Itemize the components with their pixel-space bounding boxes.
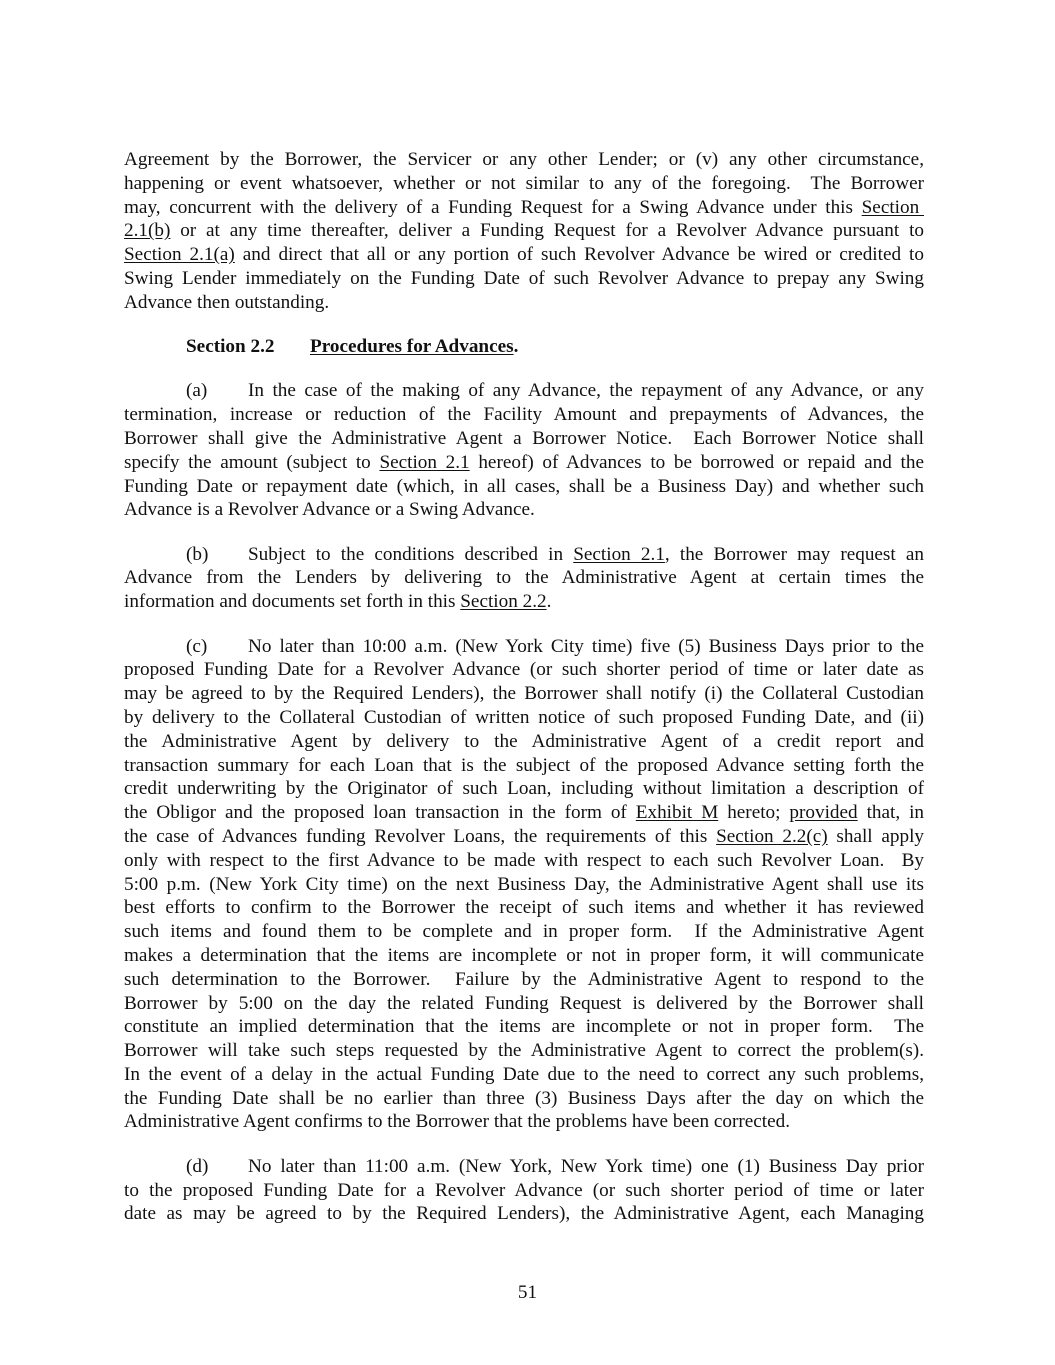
text-segment: Administrative Agent confirms to the Borrower that the problems have been corrected. (124, 1111, 791, 1133)
text-segment: may, concurrent with the delivery of a Funding Request for a Swing Advance under this (124, 196, 862, 218)
cross-reference: Section 2.1 (379, 451, 470, 473)
text-segment: the Obligor and the proposed loan transaction in the form of (124, 802, 636, 824)
text-segment: hereof) of Advances to be borrowed or repaid and the (469, 451, 924, 473)
text-line (124, 849, 924, 873)
text-line (124, 658, 924, 682)
text-line (124, 1179, 924, 1203)
text-line (124, 730, 924, 754)
section-heading (124, 335, 924, 359)
text-line (124, 635, 924, 659)
document-page (124, 148, 924, 1226)
text-line (124, 825, 924, 849)
paragraph-gap (124, 1134, 924, 1155)
text-line (124, 148, 924, 172)
paragraph-gap (124, 359, 924, 380)
text-segment: Agreement by the Borrower, the Servicer or any other Lender; or (v) any other circumstance, (124, 149, 924, 170)
text-segment: happening or event whatsoever, whether or not similar to any of the foregoing. The Borrower (124, 172, 924, 194)
page-number: 51 (517, 1282, 538, 1303)
text-segment: Advance is a Revolver Advance or a Swing Advance. (124, 499, 535, 521)
text-segment: Borrower shall give the Administrative Agent a Borrower Notice. Each Borrower Notice shall (124, 427, 924, 449)
text-segment: the Funding Date shall be no earlier than three (3) Business Days after the day on which the (124, 1087, 924, 1109)
subsection-a (124, 379, 924, 522)
text-line (124, 291, 924, 315)
text-segment: and direct that all or any portion of such Revolver Advance be wired or credited to (234, 244, 924, 266)
text-segment: Advance then outstanding. (124, 291, 330, 313)
text-segment: by delivery to the Collateral Custodian of written notice of such proposed Funding Date, and (ii) (124, 706, 924, 728)
text-line (124, 590, 924, 614)
cross-reference: Section 2.1 (573, 543, 665, 565)
text-segment: No later than 11:00 a.m. (New York, New York time) one (1) Business Day prior (248, 1155, 924, 1177)
text-line (124, 219, 924, 243)
paragraph-gap (124, 614, 924, 635)
text-line (124, 543, 924, 567)
text-line (124, 196, 924, 220)
text-segment: shall apply (827, 825, 924, 847)
text-segment: makes a determination that the items are incomplete or not in proper form, it will communicate (124, 944, 924, 966)
cross-reference: Section (861, 196, 924, 218)
text-segment: 5:00 p.m. (New York City time) on the next Business Day, the Administrative Agent shall use its (124, 873, 924, 895)
text-segment: may be agreed to by the Required Lenders), the Borrower shall notify (i) the Collateral Custodian (124, 683, 924, 705)
text-segment: In the event of a delay in the actual Funding Date due to the need to correct any such problems, (124, 1063, 924, 1085)
section-title: Procedures for Advances (310, 336, 514, 358)
text-line (124, 896, 924, 920)
section-number: Section 2.2 (186, 336, 275, 358)
text-segment: or at any time thereafter, deliver a Funding Request for a Revolver Advance pursuant to (170, 220, 924, 242)
text-line (124, 427, 924, 451)
text-segment: credit underwriting by the Originator of such Loan, including without limitation a description of (124, 778, 924, 800)
text-line (124, 1063, 924, 1087)
text-segment: Swing Lender immediately on the Funding Date of such Revolver Advance to prepay any Swing (124, 267, 924, 289)
text-segment: Borrower will take such steps requested by the Administrative Agent to correct the problem(s). (124, 1040, 924, 1062)
paragraph-gap (124, 315, 924, 336)
text-line (124, 1015, 924, 1039)
text-line (124, 992, 924, 1016)
text-line (124, 682, 924, 706)
text-segment: such items and found them to be complete and in proper form. If the Administrative Agent (124, 921, 924, 943)
text-line (124, 801, 924, 825)
cross-reference: Section 2.2(c) (716, 825, 828, 847)
text-line (124, 1087, 924, 1111)
text-line (124, 566, 924, 590)
text-segment: information and documents set forth in this (124, 591, 461, 613)
text-segment: constitute an implied determination that the items are incomplete or not in proper form. The (124, 1016, 924, 1038)
text-line (124, 475, 924, 499)
text-line (124, 944, 924, 968)
subsection-label: (a) (186, 380, 208, 402)
text-segment: hereto; (718, 802, 790, 824)
paragraph-gap (124, 522, 924, 543)
text-segment: In the case of the making of any Advance, the repayment of any Advance, or any (248, 380, 924, 402)
text-line (124, 1110, 924, 1134)
text-line (124, 1039, 924, 1063)
text-line (124, 379, 924, 403)
text-segment: proposed Funding Date for a Revolver Advance (or such shorter period of time or later date as (124, 659, 924, 681)
cross-reference: 2.1(b) (124, 220, 171, 242)
text-line (124, 451, 924, 475)
text-segment: only with respect to the first Advance to be made with respect to each such Revolver Loan. By (124, 849, 924, 871)
intro-paragraph (124, 148, 924, 315)
cross-reference: Exhibit M (635, 802, 719, 824)
text-segment: No later than 10:00 a.m. (New York City time) five (5) Business Days prior to the (248, 635, 924, 657)
text-segment: Advance from the Lenders by delivering to the Administrative Agent at certain times the (124, 567, 924, 589)
text-segment: termination, increase or reduction of the Facility Amount and prepayments of Advances, the (124, 404, 924, 426)
text-segment: date as may be agreed to by the Required Lenders), the Administrative Agent, each Managing (124, 1203, 924, 1225)
subsection-b (124, 543, 924, 614)
text-line (124, 754, 924, 778)
text-line (124, 172, 924, 196)
subsection-d (124, 1155, 924, 1226)
subsection-label: (d) (186, 1155, 209, 1177)
text-line (124, 777, 924, 801)
section-title-period: . (513, 336, 519, 358)
cross-reference: Section 2.1(a) (124, 244, 235, 266)
text-line (124, 706, 924, 730)
text-segment: specify the amount (subject to (124, 451, 380, 473)
text-segment: . (546, 591, 552, 613)
cross-reference: Section 2.2 (460, 591, 547, 613)
text-segment: the Administrative Agent by delivery to the Administrative Agent of a credit report and (124, 730, 924, 752)
text-line (124, 243, 924, 267)
subsection-label: (b) (186, 543, 209, 565)
text-line (124, 968, 924, 992)
text-segment: , the Borrower may request an (664, 543, 924, 565)
text-line (124, 1202, 924, 1226)
text-segment: best efforts to confirm to the Borrower the receipt of such items and whether it has reviewed (124, 897, 924, 919)
text-line (124, 920, 924, 944)
text-segment: Subject to the conditions described in (248, 543, 574, 565)
cross-reference: provided (789, 802, 858, 824)
text-segment: such determination to the Borrower. Failure by the Administrative Agent to respond to the (124, 968, 924, 990)
text-segment: the case of Advances funding Revolver Loans, the requirements of this (124, 825, 717, 847)
text-line (124, 498, 924, 522)
subsection-c (124, 635, 924, 1135)
subsection-label: (c) (186, 635, 208, 657)
text-line (124, 267, 924, 291)
text-line (124, 1155, 924, 1179)
text-segment: to the proposed Funding Date for a Revolver Advance (or such shorter period of time or later (124, 1179, 924, 1201)
text-line (124, 403, 924, 427)
text-line (124, 873, 924, 897)
text-segment: Borrower by 5:00 on the day the related Funding Request is delivered by the Borrower shall (124, 992, 924, 1014)
text-segment: Funding Date or repayment date (which, in all cases, shall be a Business Day) and whether such (124, 475, 924, 497)
text-segment: that, in (857, 802, 925, 824)
text-segment: transaction summary for each Loan that is the subject of the proposed Advance setting forth the (124, 754, 924, 776)
